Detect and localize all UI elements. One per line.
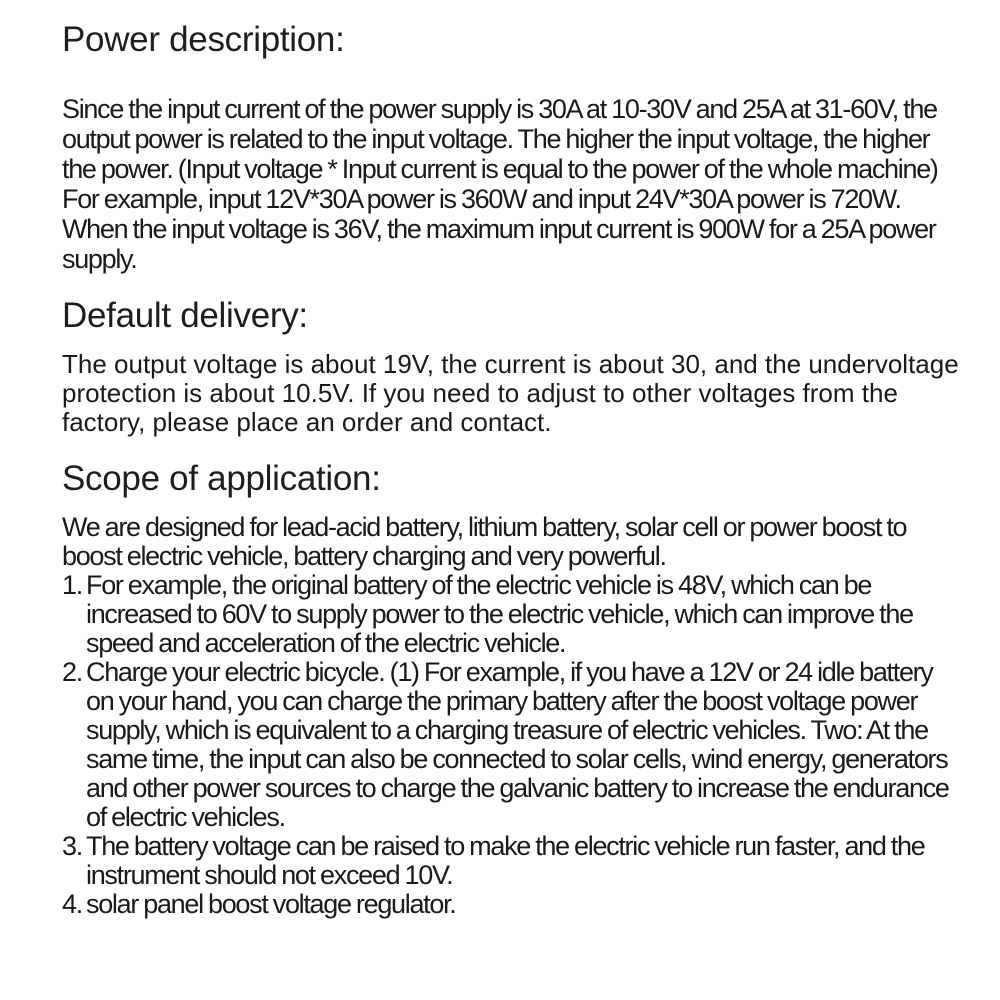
list-item-number: 4.	[62, 889, 82, 919]
application-list	[62, 571, 960, 919]
list-item	[62, 571, 960, 658]
power-description-text: Since the input current of the power supply is 30A at 10-30V and 25A at 31-60V, the output power is related to the input voltage. The higher the input voltage, the higher the power. (Input voltage * Input current is equal to the power of the whole machine) For example, input 12V*30A power is 360W and input 24V*30A power is 720W. When the input voltage is 36V, the maximum input current is 900W for a 25A power supply.	[62, 94, 938, 274]
power-description-heading: Power description:	[62, 20, 345, 59]
list-item	[62, 832, 960, 890]
default-delivery-text: The output voltage is about 19V, the current is about 30, and the undervoltage protection is about 10.5V. If you need to adjust to other voltages from the factory, please place an order and contact.	[62, 349, 959, 437]
list-item-text: For example, the original battery of the electric vehicle is 48V, which can be increased to 60V to supply power to the electric vehicle, which can improve the speed and acceleration of the electric vehicle.	[86, 570, 913, 658]
list-item-number: 3.	[62, 831, 82, 861]
list-item-text: Charge your electric bicycle. (1) For example, if you have a 12V or 24 idle battery on your hand, you can charge the primary battery after the boost voltage power supply, which is equivalent to a charging treasure of electric vehicles. Two: At the same time, the input can also be connected to solar cells, wind energy, generators and other power sources to charge the galvanic battery to increase the endurance of electric vehicles.	[86, 657, 949, 832]
list-item	[62, 890, 960, 919]
scope-of-application-intro: We are designed for lead-acid battery, lithium battery, solar cell or power boost to boost electric vehicle, battery charging and very powerful.	[62, 512, 907, 571]
list-item-number: 2.	[62, 657, 82, 687]
list-item-text: The battery voltage can be raised to make the electric vehicle run faster, and the instrument should not exceed 10V.	[86, 831, 925, 890]
list-item-text: solar panel boost voltage regulator.	[86, 889, 456, 919]
list-item	[62, 658, 960, 832]
list-item-number: 1.	[62, 570, 82, 600]
scope-of-application-heading: Scope of application:	[62, 459, 381, 498]
default-delivery-heading: Default delivery:	[62, 296, 308, 335]
